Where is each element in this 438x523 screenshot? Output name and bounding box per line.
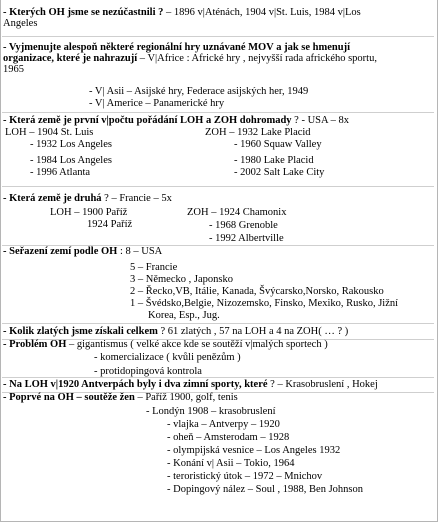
q9-item: - Dopingový nález – Soul , 1988, Ben Johnson <box>167 484 363 495</box>
q8-answer: ? – Krasobruslení , Hokej <box>267 379 378 390</box>
q8-line <box>3 379 378 390</box>
q5-answer: : 8 – USA <box>117 246 163 257</box>
q6-question: - Kolik zlatých jsme získali celkem <box>3 326 158 337</box>
q5-line <box>3 246 162 257</box>
q5-row: 2 – Řecko,VB, Itálie, Kanada, Švýcarsko,Norsko, Rakousko <box>130 286 384 297</box>
q7-item: - protidopingová kontrola <box>94 366 202 377</box>
q3-line <box>3 115 349 126</box>
q2-question-1: - Vyjmenujte alespoň některé regionální hry uznávané MOV a jak se hmenují <box>3 42 350 53</box>
q3-answer: ? - USA – 8x <box>291 115 349 126</box>
q1-answer: – 1896 v|Aténách, 1904 v|St. Luis, 1984 v|Los <box>163 7 361 18</box>
q9-line <box>3 392 238 403</box>
q4-answer: ? – Francie – 5x <box>101 193 172 204</box>
q4-line <box>3 193 172 204</box>
q9-item: - Konání v| Asii – Tokio, 1964 <box>167 458 295 469</box>
q9-item: - vlajka – Antverpy – 1920 <box>167 419 280 430</box>
q8-question: - Na LOH v|1920 Antverpách byly i dva zimní sporty, které <box>3 379 268 390</box>
q3-zoh-item: - 2002 Salt Lake City <box>234 167 325 178</box>
q6-answer: ? 61 zlatých , 57 na LOH a 4 na ZOH( … ? ) <box>157 326 349 337</box>
q5-row: 5 – Francie <box>130 262 178 273</box>
q9-item: - teroristický útok – 1972 – Mnichov <box>167 471 323 482</box>
q4-zoh-item: - 1992 Albertville <box>209 233 284 244</box>
q9-question: - Poprvé na OH – soutěže žen <box>3 392 135 403</box>
q2-question-2: organizace, které je nahrazují <box>3 53 138 64</box>
q3-loh-head: LOH – 1904 St. Luis <box>5 127 94 138</box>
divider <box>2 377 434 378</box>
divider <box>2 36 434 37</box>
q9-answer: – Paříž 1900, golf, tenis <box>134 392 238 403</box>
q3-loh-item: - 1984 Los Angeles <box>30 155 112 166</box>
q6-line <box>3 326 348 337</box>
divider <box>2 323 434 324</box>
q5-row: 1 – Švédsko,Belgie, Nizozemsko, Finsko, Mexiko, Rusko, Jižní <box>130 298 399 309</box>
q4-loh-item: 1924 Paříž <box>87 219 133 230</box>
q2-answer-4: - V| Americe – Panamerické hry <box>89 98 225 109</box>
q3-question: - Která země je první v|počtu pořádání LOH a ZOH dohromady <box>3 115 292 126</box>
q4-question: - Která země je druhá <box>3 193 102 204</box>
q5-row: Korea, Esp., Jug. <box>148 310 220 321</box>
q7-answer: – gigantismus ( velké akce kde se soutěží v|malých sportech ) <box>66 339 328 350</box>
q3-loh-item: - 1996 Atlanta <box>30 167 91 178</box>
q2-line-2 <box>3 53 377 64</box>
q5-row: 3 – Německo , Japonsko <box>130 274 233 285</box>
q7-question: - Problém OH <box>3 339 67 350</box>
q2-answer-3: - V| Asii – Asijské hry, Federace asijských her, 1949 <box>89 86 309 97</box>
q4-loh-head: LOH – 1900 Paříž <box>50 207 128 218</box>
q2-answer-1: – V|Africe : Africké hry , nejvyšší rada afrického sportu, <box>137 53 377 64</box>
q7-item: - komercializace ( kvůli penězům ) <box>94 352 241 363</box>
q9-item: - oheň – Amsterodam – 1928 <box>167 432 290 443</box>
q3-zoh-item: - 1980 Lake Placid <box>234 155 314 166</box>
q9-item: - Londýn 1908 – krasobruslení <box>146 406 276 417</box>
q2-answer-2: 1965 <box>3 64 24 75</box>
q1-line <box>3 7 361 18</box>
q5-question: - Seřazení zemí podle OH <box>3 246 118 257</box>
q1-answer-cont: Angeles <box>3 18 38 29</box>
q9-item: - olympijská vesnice – Los Angeles 1932 <box>167 445 341 456</box>
divider <box>2 112 434 113</box>
q3-zoh-item: - 1960 Squaw Valley <box>234 139 322 150</box>
q3-zoh-head: ZOH – 1932 Lake Placid <box>205 127 311 138</box>
q4-zoh-item: - 1968 Grenoble <box>209 220 278 231</box>
q1-question: - Kterých OH jsme se nezúčastnili ? <box>3 7 164 18</box>
divider <box>2 186 434 187</box>
q3-loh-item: - 1932 Los Angeles <box>30 139 112 150</box>
q7-line <box>3 339 328 350</box>
q4-zoh-head: ZOH – 1924 Chamonix <box>187 207 287 218</box>
